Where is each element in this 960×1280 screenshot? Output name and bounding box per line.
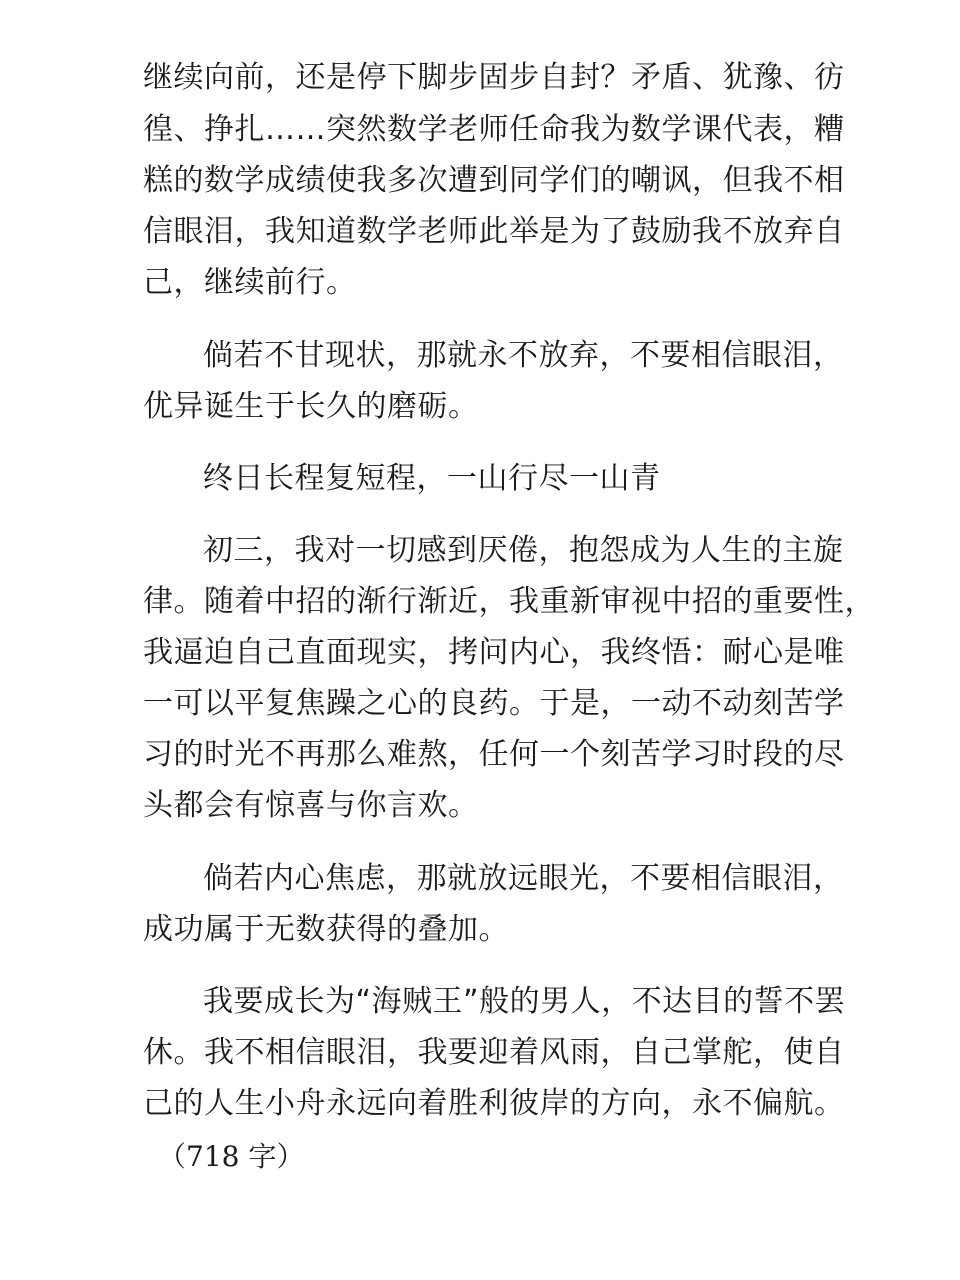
paragraph-4-line-3: 我逼迫自己直面现实，拷问内心，我终悟：耐心是唯 — [143, 635, 845, 670]
paragraph-4-line-1: 初三，我对一切感到厌倦，抱怨成为人生的主旋 — [203, 533, 844, 568]
paragraph-4-line-6: 头都会有惊喜与你言欢。 — [143, 788, 479, 823]
paragraph-6-line-1: 我要成长为“海贼王”般的男人，不达目的誓不罢 — [203, 984, 846, 1019]
paragraph-2-line-2: 优异诞生于长久的磨砺。 — [143, 389, 479, 424]
paragraph-5-line-2: 成功属于无数获得的叠加。 — [143, 912, 509, 947]
section-heading: 终日长程复短程，一山行尽一山青 — [203, 461, 661, 496]
paragraph-1-line-4: 信眼泪，我知道数学老师此举是为了鼓励我不放弃自 — [143, 214, 845, 249]
paragraph-1-line-3: 糕的数学成绩使我多次遭到同学们的嘲讽，但我不相 — [143, 163, 845, 198]
paragraph-4-line-2: 律。随着中招的渐行渐近，我重新审视中招的重要性， — [143, 584, 875, 619]
paragraph-1-line-5: 己，继续前行。 — [143, 265, 357, 300]
paragraph-6-line-2: 休。我不相信眼泪，我要迎着风雨，自己掌舵，使自 — [143, 1035, 845, 1070]
word-count: （718 字） — [158, 1140, 305, 1173]
paragraph-4-line-4: 一可以平复焦躁之心的良药。于是，一动不动刻苦学 — [143, 686, 845, 721]
paragraph-1-line-2: 徨、挣扎……突然数学老师任命我为数学课代表，糟 — [143, 112, 845, 147]
paragraph-4-line-5: 习的时光不再那么难熬，任何一个刻苦学习时段的尽 — [143, 737, 845, 772]
paragraph-2-line-1: 倘若不甘现状，那就永不放弃，不要相信眼泪， — [203, 338, 844, 373]
paragraph-6-line-3: 己的人生小舟永远向着胜利彼岸的方向，永不偏航。 — [143, 1086, 845, 1121]
paragraph-5-line-1: 倘若内心焦虑，那就放远眼光，不要相信眼泪， — [203, 861, 844, 896]
paragraph-1-line-1: 继续向前，还是停下脚步固步自封？矛盾、犹豫、彷 — [143, 60, 845, 95]
